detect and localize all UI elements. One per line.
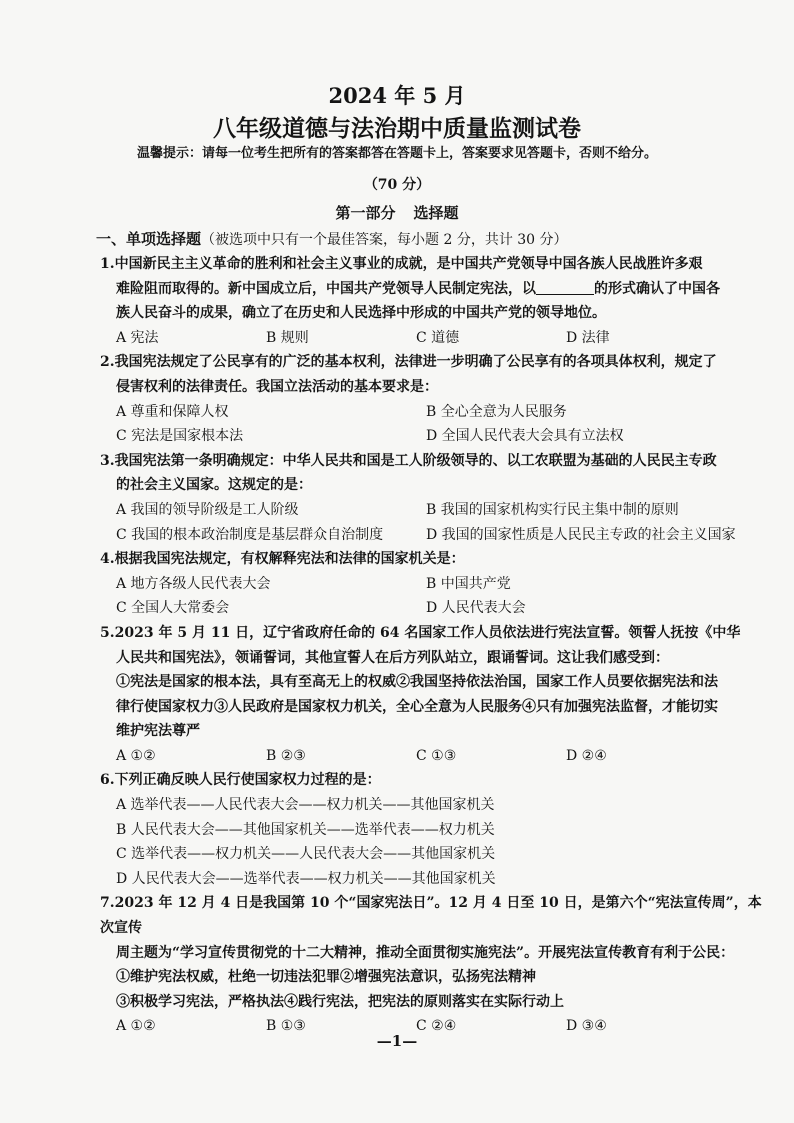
- option-b: B ①③: [266, 1018, 306, 1035]
- options-row: [100, 596, 770, 621]
- question-4: [100, 547, 770, 621]
- total-score: （70 分）: [363, 177, 431, 193]
- question-stem: 的形式确认了中国各: [594, 280, 720, 297]
- question-stem: 根据我国宪法规定，有权解释宪法和法律的国家机关是：: [114, 551, 465, 568]
- question-stem: 人民共和国宪法》，领诵誓词，其他宣誓人在后方列队站立，跟诵誓词。这让我们感受到：: [116, 649, 669, 666]
- question-stem: 难险阻而取得的。新中国成立后，中国共产党领导人民制定宪法，以: [116, 280, 536, 297]
- option-a: A 尊重和保障人权: [116, 403, 229, 420]
- statement-line: ①宪法是国家的根本法，具有至高无上的权威②我国坚持依法治国，国家工作人员要依据宪法和法: [116, 674, 718, 691]
- options-row: [100, 572, 770, 597]
- statement-line: ③积极学习宪法，严格执法④践行宪法，把宪法的原则落实在实际行动上: [116, 993, 564, 1010]
- option-a: A ①②: [116, 747, 156, 764]
- option-b: B 人民代表大会——其他国家机关——选举代表——权力机关: [116, 821, 495, 838]
- option-b: B 全心全意为人民服务: [426, 403, 567, 420]
- question-stem: 我国宪法第一条明确规定：中华人民共和国是工人阶级领导的、以工农联盟为基础的人民民主专政: [114, 452, 717, 469]
- option-a: A 地方各级人民代表大会: [116, 575, 271, 592]
- question-stem: 2023 年 12 月 4 日是我国第 10 个“国家宪法日”。12 月 4 日至 10 日，是第六个“宪法宣传周”，本次宣传: [100, 895, 762, 937]
- option-b: B 中国共产党: [426, 575, 511, 592]
- question-5: [100, 621, 770, 769]
- section-note: （被选项中只有一个最佳答案，每小题 2 分，共计 30 分）: [201, 232, 568, 248]
- option-d: D 法律: [566, 329, 610, 346]
- options-row: [100, 523, 770, 548]
- option-a: A ①②: [116, 1018, 156, 1035]
- option-d: D 人民代表大会: [426, 600, 526, 617]
- question-number: 1.: [100, 256, 115, 272]
- option-d: D 全国人民代表大会具有立法权: [426, 428, 624, 445]
- option-c: C 道德: [416, 329, 460, 346]
- option-b: B 我国的国家机构实行民主集中制的原则: [426, 501, 679, 518]
- option-a: A 宪法: [116, 329, 159, 346]
- question-stem: 我国宪法规定了公民享有的广泛的基本权利，法律进一步明确了公民享有的各项具体权利，规定了: [114, 354, 717, 371]
- question-stem: 下列正确反映人民行使国家权力过程的是：: [114, 772, 381, 789]
- option-b: B 规则: [266, 329, 309, 346]
- question-number: 6.: [100, 772, 115, 789]
- statement-line: ①维护宪法权威，杜绝一切违法犯罪②增强宪法意识，弘扬宪法精神: [116, 969, 536, 986]
- question-stem: 的社会主义国家。这规定的是：: [116, 477, 312, 494]
- option-d: D ③④: [566, 1018, 607, 1035]
- section-title: 一、单项选择题: [96, 230, 202, 248]
- question-2: [100, 350, 770, 448]
- option-c: C 选举代表——权力机关——人民代表大会——其他国家机关: [116, 846, 496, 863]
- question-6: [100, 768, 770, 891]
- question-stem: 族人民奋斗的成果，确立了在历史和人民选择中形成的中国共产党的领导地位。: [116, 305, 606, 322]
- question-number: 4.: [100, 551, 115, 568]
- option-d: D 我国的国家性质是人民民主专政的社会主义国家: [426, 526, 736, 543]
- option-c: C 我国的根本政治制度是基层群众自治制度: [116, 526, 384, 543]
- question-stem: 中国新民主主义革命的胜利和社会主义事业的成就，是中国共产党领导中国各族人民战胜许多艰: [114, 256, 703, 272]
- option-d: D 人民代表大会——选举代表——权力机关——其他国家机关: [116, 870, 496, 887]
- options-row: [100, 744, 770, 769]
- part-heading: [0, 202, 794, 223]
- part-label: 第一部分: [335, 204, 396, 222]
- statement-line: 维护宪法尊严: [116, 723, 200, 740]
- exam-date: 2024 年 5 月: [328, 83, 466, 108]
- option-a: A 选举代表——人民代表大会——权力机关——其他国家机关: [116, 797, 495, 814]
- question-3: [100, 449, 770, 547]
- question-stem: 侵害权利的法律责任。我国立法活动的基本要求是：: [116, 378, 438, 395]
- question-number: 2.: [100, 354, 115, 371]
- question-number: 5.: [100, 624, 115, 641]
- options-row: [100, 326, 770, 351]
- question-stem: 2023 年 5 月 11 日，辽宁省政府任命的 64 名国家工作人员依法进行宪法宣誓。领誓人抚按《中华: [114, 624, 741, 641]
- options-row: [100, 424, 770, 449]
- question-list: [100, 252, 770, 1039]
- option-c: C 全国人大常委会: [116, 600, 230, 617]
- question-1: [100, 252, 770, 350]
- options-row: [100, 400, 770, 425]
- question-stem: 周主题为“学习宣传贯彻党的十二大精神，推动全面贯彻实施宪法”。开展宪法宣传教育有利于公民：: [116, 944, 735, 961]
- option-c: C ①③: [416, 747, 457, 764]
- question-number: 7.: [100, 895, 115, 912]
- page-number: —1—: [376, 1032, 418, 1050]
- question-number: 3.: [100, 452, 115, 469]
- option-c: C 宪法是国家根本法: [116, 428, 244, 445]
- question-7: [100, 891, 770, 1039]
- part-name: 选择题: [413, 204, 459, 222]
- exam-title: 八年级道德与法治期中质量监测试卷: [213, 115, 581, 142]
- option-b: B ②③: [266, 747, 306, 764]
- option-a: A 我国的领导阶级是工人阶级: [116, 501, 299, 518]
- section-heading: [96, 228, 568, 249]
- answer-blank: [536, 280, 594, 295]
- option-c: C ②④: [416, 1018, 457, 1035]
- options-row: [100, 498, 770, 523]
- option-d: D ②④: [566, 747, 607, 764]
- statement-line: 律行使国家权力③人民政府是国家权力机关，全心全意为人民服务④只有加强宪法监督，才能切实: [116, 698, 718, 715]
- exam-tip: 温馨提示：请每一位考生把所有的答案都答在答题卡上，答案要求见答题卡，否则不给分。: [136, 146, 657, 161]
